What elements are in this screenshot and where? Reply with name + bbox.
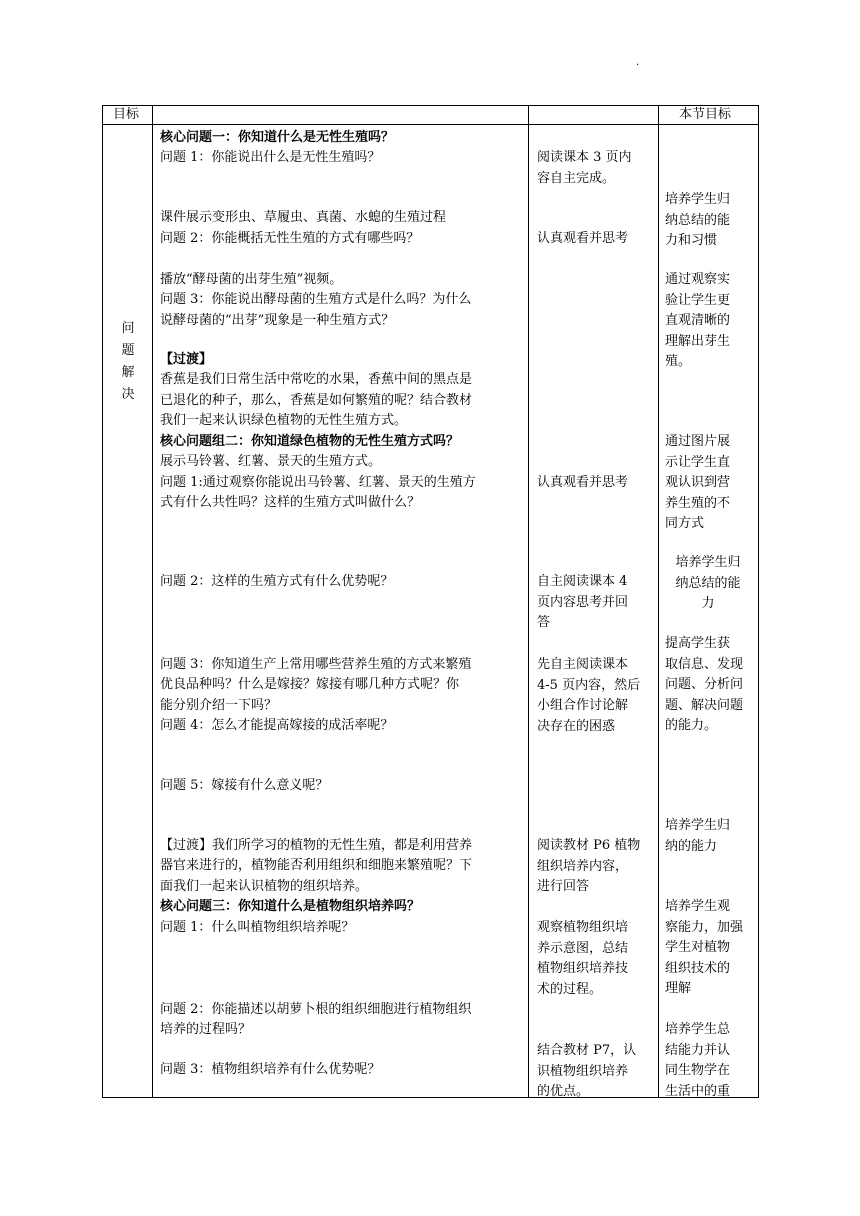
- header-row-divider: [103, 124, 758, 125]
- question-line: 优良品种吗？什么是嫁接？嫁接有哪几种方式呢？你: [160, 677, 460, 692]
- question-line: 展示马铃薯、红薯、景天的生殖方式。: [160, 454, 382, 469]
- question-line: 问题 1:通过观察你能说出马铃薯、红薯、景天的生殖方: [160, 475, 476, 490]
- question-line: 问题 2：这样的生殖方式有什么优势呢？: [160, 574, 394, 589]
- section-goal: 培养学生总 结能力并认 同生物学在 生活中的重: [665, 1022, 731, 1099]
- question-line: 香蕉是我们日常生活中常吃的水果，香蕉中间的黑点是: [160, 372, 473, 387]
- core-question-1: 核心问题一：你知道什么是无性生殖吗？: [160, 130, 395, 145]
- header-section-goal: 本节目标: [679, 107, 732, 122]
- question-line: 课件展示变形虫、草履虫、真菌、水螅的生殖过程: [160, 210, 447, 225]
- section-goal: 培养学生归 纳总结的能 力和习惯: [665, 192, 731, 248]
- page-mark: .: [636, 57, 640, 68]
- question-line: 培养的过程吗？: [160, 1022, 252, 1037]
- question-line: 问题 3：你能说出酵母菌的生殖方式是什么吗？为什么: [160, 292, 472, 307]
- question-line: 器官来进行的，植物能否利用组织和细胞来繁殖呢？下: [160, 858, 473, 873]
- core-question-2: 核心问题组二：你知道绿色植物的无性生殖方式吗？: [160, 434, 460, 449]
- column-divider-2: [528, 106, 529, 1097]
- header-goal: 目标: [113, 107, 140, 122]
- transition-heading: 【过渡】: [160, 352, 213, 367]
- section-goal: 培养学生归 纳总结的能 力: [675, 555, 741, 611]
- question-line: 我们一起来认识绿色植物的无性生殖方式。: [160, 413, 408, 428]
- question-line: 说酵母菌的“出芽”现象是一种生殖方式？: [160, 313, 395, 328]
- student-activity: 阅读课本 3 页内 容自主完成。: [537, 150, 632, 186]
- question-line: 能分别介绍一下吗？: [160, 698, 278, 713]
- question-line: 问题 2：你能概括无性生殖的方式有哪些吗？: [160, 231, 420, 246]
- lesson-plan-table: [102, 105, 759, 1098]
- question-line: 问题 4：怎么才能提高嫁接的成活率呢？: [160, 718, 394, 733]
- student-activity: 阅读教材 P6 植物 组织培养内容， 进行回答: [537, 838, 641, 894]
- student-activity: 认真观看并思考: [537, 231, 629, 246]
- student-activity: 认真观看并思考: [537, 475, 629, 490]
- question-line: 播放“酵母菌的出芽生殖”视频。: [160, 272, 343, 287]
- question-line: 面我们一起来认识植物的组织培养。: [160, 879, 369, 894]
- column-divider-3: [658, 106, 659, 1097]
- section-goal: 培养学生观 察能力，加强 学生对植物 组织技术的 理解: [665, 899, 744, 996]
- question-line: 问题 1：什么叫植物组织培养呢？: [160, 920, 355, 935]
- column-divider-1: [152, 106, 153, 1097]
- student-activity: 结合教材 P7，认 识植物组织培养 的优点。: [537, 1043, 637, 1099]
- question-line: 问题 5：嫁接有什么意义呢？: [160, 778, 329, 793]
- student-activity: 观察植物组织培 养示意图，总结 植物组织培养技 术的过程。: [537, 920, 629, 997]
- section-goal: 提高学生获 取信息、发现 问题、分析问 题、解决问题 的能力。: [665, 636, 744, 733]
- student-activity: 先自主阅读课本 4-5 页内容，然后 小组合作讨论解 决存在的困惑: [537, 657, 641, 734]
- question-line: 式有什么共性吗？这样的生殖方式叫做什么？: [160, 495, 421, 510]
- core-question-3: 核心问题三：你知道什么是植物组织培养吗？: [160, 899, 421, 914]
- question-line: 问题 3：你知道生产上常用哪些营养生殖的方式来繁殖: [160, 657, 472, 672]
- question-line: 问题 2：你能描述以胡萝卜根的组织细胞进行植物组织: [160, 1002, 472, 1017]
- question-line: 问题 3：植物组织培养有什么优势呢？: [160, 1062, 381, 1077]
- section-goal: 通过图片展 示让学生直 观认识到营 养生殖的不 同方式: [665, 434, 731, 531]
- section-goal: 通过观察实 验让学生更 直观清晰的 理解出芽生 殖。: [665, 272, 731, 369]
- transition-line: 【过渡】我们所学习的植物的无性生殖，都是利用营养: [160, 838, 473, 853]
- section-label: 问 题 解 决: [121, 321, 135, 402]
- question-line: 已退化的种子，那么，香蕉是如何繁殖的呢？结合教材: [160, 393, 473, 408]
- question-line: 问题 1：你能说出什么是无性生殖吗？: [160, 150, 381, 165]
- student-activity: 自主阅读课本 4 页内容思考并回 答: [537, 574, 629, 630]
- section-goal: 培养学生归 纳的能力: [665, 818, 731, 854]
